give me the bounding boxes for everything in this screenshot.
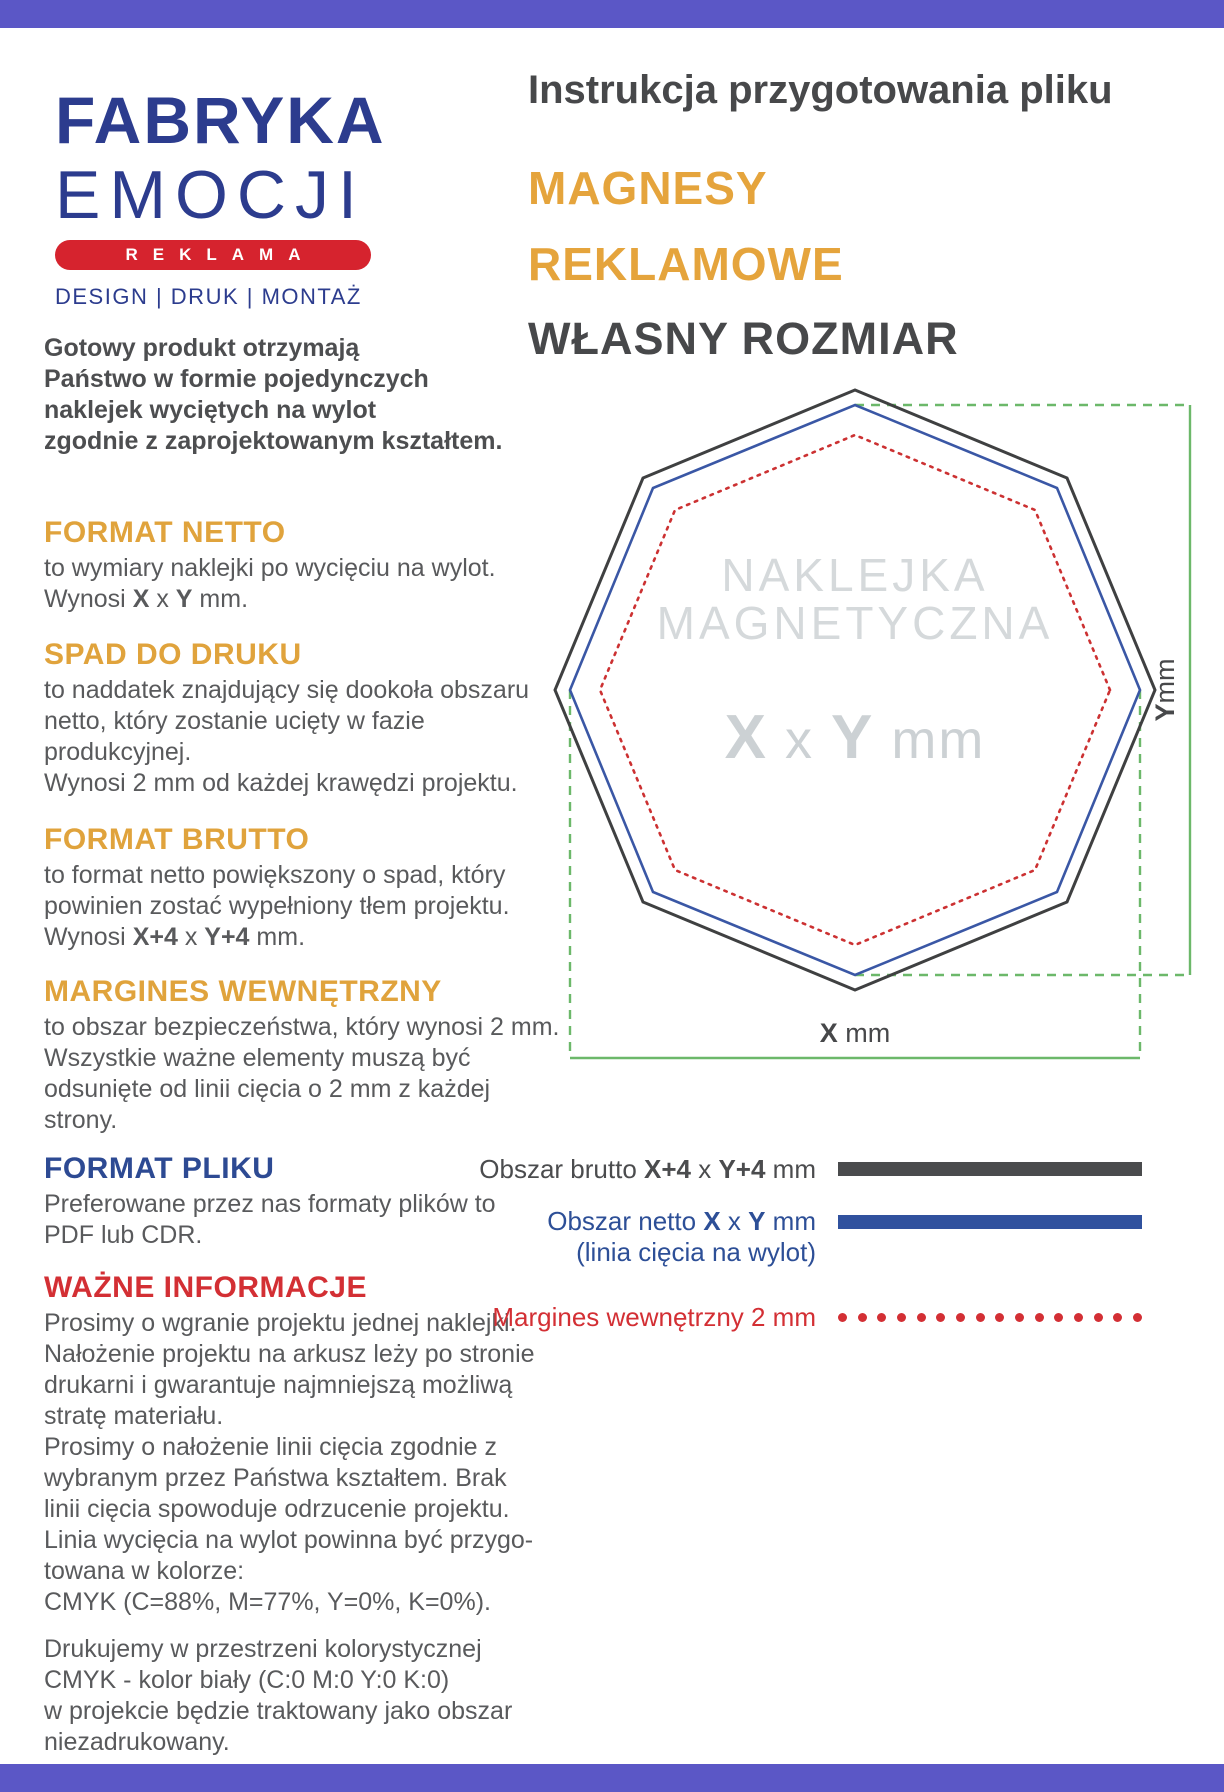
legend-row-brutto bbox=[440, 1152, 1184, 1186]
margin-dot bbox=[897, 1313, 906, 1322]
text-line: wybranym przez Państwa kształtem. Brak bbox=[44, 1464, 507, 1492]
section-heading-spad-do-druku: SPAD DO DRUKU bbox=[44, 638, 302, 671]
margin-dot bbox=[1074, 1313, 1083, 1322]
watermark-magnetyczna: MAGNETYCZNA bbox=[656, 597, 1054, 649]
text-line: to naddatek znajdujący się dookoła obszaru bbox=[44, 676, 530, 704]
legend-label-brutto: Obszar brutto X+4 x Y+4 mm bbox=[479, 1153, 816, 1184]
margin-dot bbox=[1133, 1313, 1142, 1322]
product-subtitle: WŁASNY ROZMIAR bbox=[528, 313, 959, 364]
legend-label-netto bbox=[440, 1206, 816, 1268]
margin-dotted-line-sample bbox=[838, 1310, 1142, 1324]
text-line: Prosimy o nałożenie linii cięcia zgodnie z bbox=[44, 1433, 498, 1461]
section-heading-format-brutto: FORMAT BRUTTO bbox=[44, 823, 310, 856]
text-line: w projekcie będzie traktowany jako obszar bbox=[44, 1697, 513, 1725]
text-line: Gotowy produkt otrzymają bbox=[44, 334, 360, 362]
text-line: to format netto powiększony o spad, który bbox=[44, 861, 506, 889]
margin-dot bbox=[995, 1313, 1004, 1322]
text-line: odsunięte od linii cięcia o 2 mm z każdej bbox=[44, 1075, 491, 1103]
margin-dot bbox=[976, 1313, 985, 1322]
margin-dot bbox=[917, 1313, 926, 1322]
text-line: Wynosi X x Y mm. bbox=[44, 585, 249, 613]
sticker-shape-diagram bbox=[440, 330, 1224, 1090]
legend-swatch-margines bbox=[838, 1310, 1142, 1324]
dimension-label-y: Y mm bbox=[1149, 658, 1180, 722]
document-header bbox=[528, 68, 1188, 365]
watermark-naklejka: NAKLEJKA bbox=[721, 549, 989, 601]
text-line: Linia wycięcia na wylot powinna być przygo- bbox=[44, 1526, 534, 1554]
section-heading-format-pliku: FORMAT PLIKU bbox=[44, 1152, 275, 1185]
text-line: Nałożenie projektu na arkusz leży po stronie bbox=[44, 1340, 535, 1368]
inner-margin-octagon bbox=[600, 435, 1110, 945]
text-line: zgodnie z zaprojektowanym kształtem. bbox=[44, 427, 503, 455]
text-line: Wynosi X+4 x Y+4 mm. bbox=[44, 923, 306, 951]
dimension-label-x: X mm bbox=[819, 1018, 891, 1048]
section-heading-margines-wewnetrzny: MARGINES WEWNĘTRZNY bbox=[44, 975, 442, 1008]
text-line: Wszystkie ważne elementy muszą być bbox=[44, 1044, 471, 1072]
bottom-accent-bar bbox=[0, 1764, 1224, 1792]
text-line: drukarni i gwarantuje najmniejszą możliwą bbox=[44, 1371, 513, 1399]
text-line: netto, który zostanie ucięty w fazie bbox=[44, 707, 425, 735]
section-heading-format-netto: FORMAT NETTO bbox=[44, 516, 286, 549]
logo-word-fabryka: FABRYKA bbox=[55, 83, 386, 157]
netto-line-sample bbox=[838, 1215, 1142, 1229]
text-line: Preferowane przez nas formaty plików to bbox=[44, 1190, 496, 1218]
text-line: stratę materiału. bbox=[44, 1402, 224, 1430]
product-name-line2: REKLAMOWE bbox=[528, 238, 844, 290]
brutto-line-sample bbox=[838, 1162, 1142, 1176]
section-body-wazne-informacje bbox=[44, 1308, 535, 1758]
text-line: to obszar bezpieczeństwa, który wynosi 2 mm. bbox=[44, 1013, 560, 1041]
logo-word-emocji: EMOCJI bbox=[55, 157, 366, 233]
margin-dot bbox=[1015, 1313, 1024, 1322]
page-title: Instrukcja przygotowania pliku bbox=[528, 68, 1113, 112]
margin-dot bbox=[877, 1313, 886, 1322]
legend-row-netto bbox=[440, 1206, 1184, 1268]
watermark-size-label: X x Y mm bbox=[724, 703, 986, 772]
text-line: to wymiary naklejki po wycięciu na wylot. bbox=[44, 554, 496, 582]
text-line: Wynosi 2 mm od każdej krawędzi projektu. bbox=[44, 769, 518, 797]
text-line: CMYK (C=88%, M=77%, Y=0%, K=0%). bbox=[44, 1588, 491, 1616]
margin-dot bbox=[838, 1313, 847, 1322]
margin-dot bbox=[1035, 1313, 1044, 1322]
logo-tagline: DESIGN | DRUK | MONTAŻ bbox=[55, 284, 362, 309]
legend-swatch-netto bbox=[838, 1206, 1142, 1229]
text-line: niezadrukowany. bbox=[44, 1728, 230, 1756]
product-name-line1: MAGNESY bbox=[528, 162, 768, 214]
top-accent-bar bbox=[0, 0, 1224, 28]
company-logo bbox=[55, 83, 386, 310]
text-line: strony. bbox=[44, 1106, 118, 1134]
text-line: naklejek wyciętych na wylot bbox=[44, 396, 377, 424]
legend-label-netto-note: (linia cięcia na wylot) bbox=[576, 1237, 816, 1267]
margin-dot bbox=[956, 1313, 965, 1322]
text-line: powinien zostać wypełniony tłem projektu. bbox=[44, 892, 510, 920]
text-line: towana w kolorze: bbox=[44, 1557, 245, 1585]
text-line: PDF lub CDR. bbox=[44, 1221, 203, 1249]
netto-cutline-octagon bbox=[570, 405, 1140, 975]
legend-row-margines bbox=[440, 1300, 1184, 1334]
margin-dot bbox=[858, 1313, 867, 1322]
margin-dot bbox=[936, 1313, 945, 1322]
text-line: produkcyjnej. bbox=[44, 738, 192, 766]
text-line bbox=[44, 1618, 514, 1634]
brutto-outline-octagon bbox=[555, 390, 1155, 990]
margin-dot bbox=[1054, 1313, 1063, 1322]
margin-dot bbox=[1113, 1313, 1122, 1322]
logo-reklama-badge: REKLAMA bbox=[55, 240, 371, 270]
text-line: Prosimy o wgranie projektu jednej naklejki. bbox=[44, 1309, 517, 1337]
text-line: Drukujemy w przestrzeni kolorystycznej bbox=[44, 1635, 482, 1663]
text-line: CMYK - kolor biały (C:0 M:0 Y:0 K:0) bbox=[44, 1666, 450, 1694]
legend-label-netto-line1: Obszar netto X x Y mm bbox=[547, 1206, 816, 1236]
text-line: linii cięcia spowoduje odrzucenie projektu. bbox=[44, 1495, 510, 1523]
text-line: Państwo w formie pojedynczych bbox=[44, 365, 429, 393]
legend-swatch-brutto bbox=[838, 1162, 1142, 1176]
section-heading-wazne-informacje: WAŻNE INFORMACJE bbox=[44, 1271, 367, 1304]
legend-label-margines: Margines wewnętrzny 2 mm bbox=[492, 1301, 816, 1332]
margin-dot bbox=[1094, 1313, 1103, 1322]
